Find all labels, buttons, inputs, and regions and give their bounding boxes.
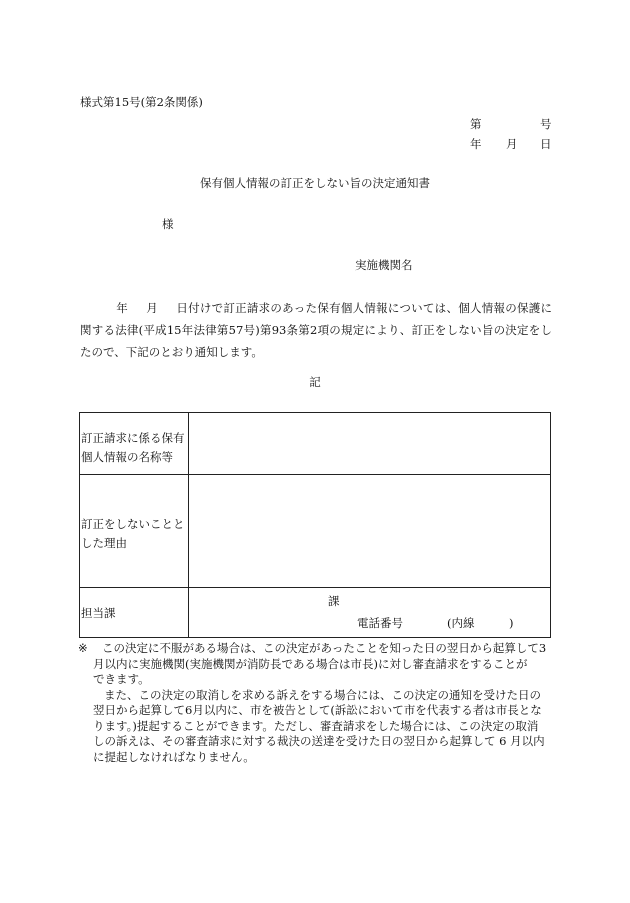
body-date-year: 年 (116, 301, 129, 315)
row-label-line: した理由 (81, 536, 127, 550)
sender-agency-name: 実施機関名 (355, 258, 413, 272)
details-table (79, 412, 551, 638)
date-month-label: 月 (506, 137, 518, 151)
phone-label: 電話番号 (357, 616, 403, 630)
row-label (81, 515, 185, 553)
note-line: また、この決定の取消しを求める訴えをする場合には、この決定の通知を受けた日の (104, 687, 541, 702)
row-label (81, 429, 185, 467)
ki-heading: 記 (309, 375, 321, 389)
row-label-line: 訂正請求に係る保有 (81, 431, 185, 445)
extension-close: ) (509, 616, 514, 630)
department-suffix: 課 (328, 594, 340, 608)
value-cell (189, 413, 550, 474)
label-cell (80, 413, 189, 474)
value-cell (189, 475, 550, 587)
label-cell (80, 588, 189, 637)
row-label: 担当課 (81, 606, 116, 620)
date-year-label: 年 (470, 137, 482, 151)
table-row-department (80, 588, 550, 637)
note-lawsuit-paragraph (93, 688, 554, 766)
note-line: この決定に不服がある場合は、この決定があったことを知った日の翌日から起算して3 (102, 641, 547, 655)
row-label-line: 訂正をしないことと (81, 517, 185, 531)
table-row-reason (80, 475, 550, 588)
note-line: に提起しなければなりません。 (93, 749, 255, 764)
note-line: 翌日から起算して6月以内に、市を被告として(訴訟において市を代表する者は市長とな (93, 703, 542, 717)
note-mark: ※ (78, 641, 88, 655)
note-line: しの訴えは、その審査請求に対する裁決の送達を受けた日の翌日から起算して 6 月以内 (93, 734, 545, 748)
body-date-month: 月 (146, 301, 159, 315)
form-number: 様式第15号(第2条関係) (80, 95, 203, 109)
table-row-info-name (80, 413, 550, 475)
extension-label: (内線 (447, 616, 475, 630)
number-dai-label: 第 (470, 117, 482, 131)
recipient-honorific: 様 (162, 217, 174, 231)
note-item (78, 641, 554, 765)
notes-section (78, 641, 554, 765)
number-go-label: 号 (540, 117, 552, 131)
document-title: 保有個人情報の訂正をしない旨の決定通知書 (200, 176, 430, 190)
value-cell (189, 588, 550, 637)
note-line: ります。)提起することができます。ただし、審査請求をした場合には、この決定の取消 (93, 718, 539, 733)
note-line: 月以内に実施機関(実施機関が消防長である場合は市長)に対し審査請求をすることが (93, 656, 528, 671)
row-label-line: 個人情報の名称等 (81, 450, 173, 464)
note-appeal-paragraph (93, 641, 554, 688)
date-day-label: 日 (540, 137, 552, 151)
body-text: 日付けで訂正請求のあった保有個人情報については、個人情報の保護に関する法律(平成15年法律第57号)第93条第2項の規定により、訂正をしない旨の決定をしたので、下記のとおり通知します。 (80, 301, 553, 359)
note-line: できます。 (93, 672, 150, 686)
notice-body (80, 297, 552, 363)
label-cell (80, 475, 189, 587)
